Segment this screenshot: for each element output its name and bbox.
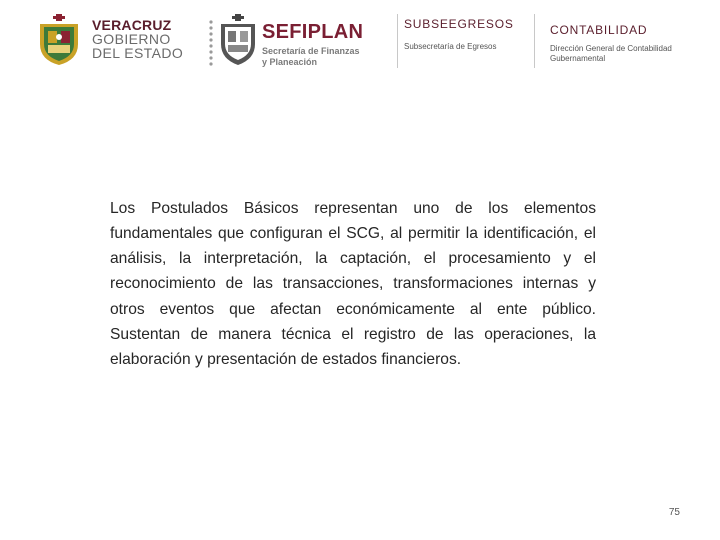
veracruz-line-2: GOBIERNO xyxy=(92,31,171,47)
contabilidad-subtitle-line-1: Dirección General de Contabilidad xyxy=(550,44,672,53)
veracruz-line-3: DEL ESTADO xyxy=(92,45,184,61)
veracruz-line-1: VERACRUZ xyxy=(92,17,172,33)
header-separator-2 xyxy=(534,14,535,68)
header-separator-1 xyxy=(397,14,398,68)
contabilidad-subtitle xyxy=(550,44,680,64)
sefiplan-subtitle xyxy=(262,46,360,68)
body-paragraph: Los Postulados Básicos representan uno de los elementos fundamentales que configuran el SCG, al permitir la identificación, el análisis, la interpretación, la captación, el procesamiento y el reconocimiento de las transacciones, transformaciones internas y otros eventos que afectan económicamente al ente público. Sustentan de manera técnica el registro de las operaciones, la elaboración y presentación de estados financieros. xyxy=(110,199,596,369)
sefiplan-subtitle-line-2: y Planeación xyxy=(262,57,318,67)
letterhead xyxy=(0,0,720,90)
dotted-divider xyxy=(206,18,216,70)
sefiplan-title: SEFIPLAN xyxy=(262,21,364,43)
veracruz-wordmark xyxy=(92,18,183,60)
veracruz-seal-icon xyxy=(36,14,82,66)
sefiplan-subtitle-line-1: Secretaría de Finanzas xyxy=(262,46,360,56)
subsecretaria-subtitle: Subsecretaría de Egresos xyxy=(404,42,497,51)
subsecretaria-title: SUBSEEGRESOS xyxy=(404,17,514,31)
contabilidad-title: CONTABILIDAD xyxy=(550,23,648,37)
page-number: 75 xyxy=(668,507,680,518)
contabilidad-subtitle-line-2: Gubernamental xyxy=(550,54,606,63)
sefiplan-seal-icon xyxy=(218,14,258,66)
